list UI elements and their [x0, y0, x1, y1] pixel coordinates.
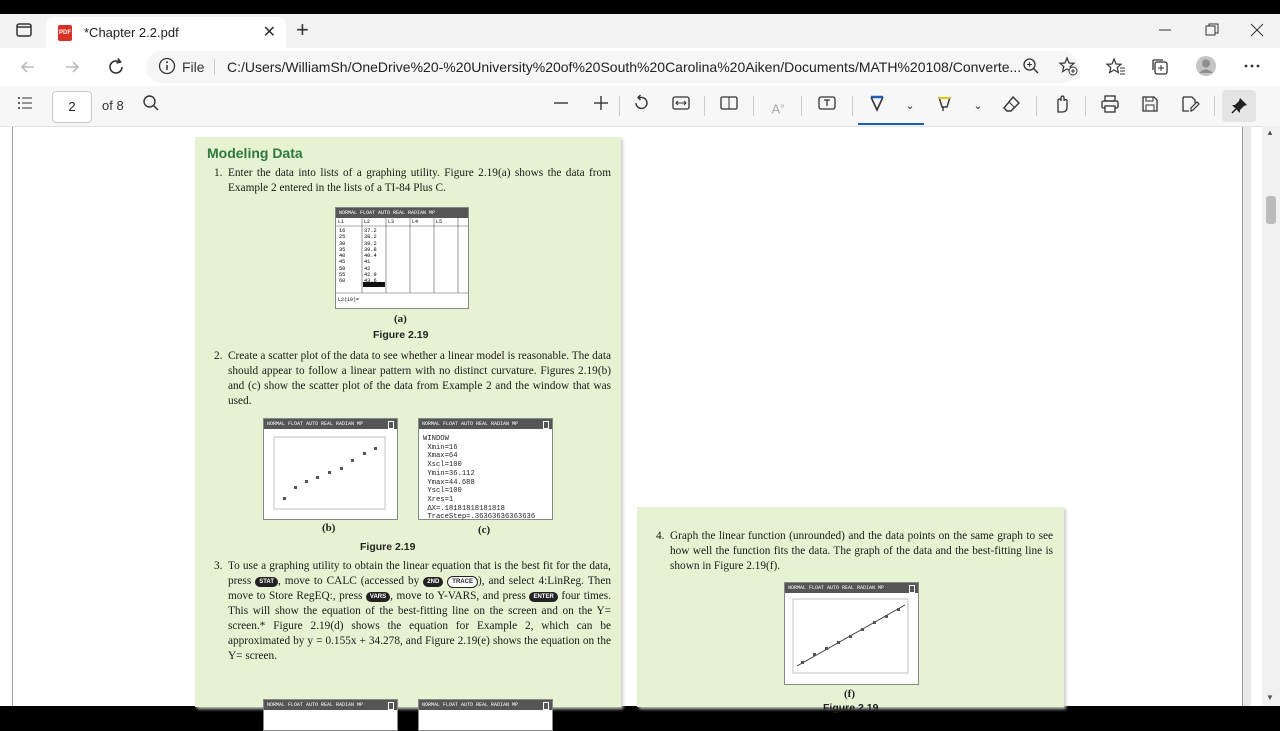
- section-heading: Modeling Data: [207, 145, 303, 161]
- figure-caption: Figure 2.19: [373, 329, 429, 341]
- step-4: [656, 529, 1053, 574]
- list-footer: L2(10)=: [338, 297, 360, 303]
- battery-icon: [543, 702, 549, 710]
- list-cell: 55: [339, 272, 346, 279]
- list-header: L3: [388, 219, 395, 225]
- page-view-icon[interactable]: [717, 94, 741, 118]
- toolbar-divider: [801, 96, 802, 116]
- fit-plot: [785, 583, 918, 684]
- new-tab-button[interactable]: +: [296, 17, 309, 42]
- fit-width-icon[interactable]: [669, 94, 693, 118]
- read-aloud-icon[interactable]: A»: [771, 101, 785, 117]
- toolbar-divider: [619, 96, 620, 116]
- url-bar[interactable]: [146, 51, 1078, 83]
- step-text: Create a scatter plot of the data to see whether a linear model is reasonable. The data should appear to follow a linear pattern with no distinct curvature. Figures 2.19(b) and (c) show the scatter plot of the data from Example 2 and the window that was used.: [228, 350, 611, 407]
- step-3: [214, 559, 612, 664]
- pin-toolbar-icon[interactable]: [1222, 90, 1256, 122]
- save-icon[interactable]: [1138, 94, 1162, 118]
- toolbar-divider: [1085, 96, 1086, 116]
- step-number: 1.: [214, 167, 223, 179]
- text-box-icon[interactable]: [815, 94, 839, 118]
- scatter-plot: [264, 419, 397, 519]
- zoom-in-icon[interactable]: [589, 94, 613, 118]
- browser-window: [0, 14, 1280, 714]
- calculator-yequals-screen: [418, 699, 553, 731]
- step-text: four times. This will show the equation of the best-fitting line on the screen and on the Y= screen.* Figure 2.19(d) shows the equation for Example 2, which can be approximated by y = 0.155x + 34.278, and Figure 2.19(e) shows the equation on the Y= screen.: [228, 590, 612, 662]
- step-number: 3.: [214, 560, 223, 572]
- vars-key: VARS: [366, 592, 390, 602]
- list-cell: 60: [339, 278, 346, 285]
- restore-icon[interactable]: [1205, 21, 1219, 42]
- toolbar-divider: [1214, 96, 1215, 116]
- page-count: of 8: [102, 98, 124, 113]
- list-cell: 43.6: [364, 278, 377, 285]
- profile-avatar[interactable]: [1195, 55, 1217, 82]
- zoom-out-icon[interactable]: [549, 94, 573, 118]
- tab-actions-icon[interactable]: [15, 21, 33, 44]
- modeling-data-box: [195, 137, 621, 707]
- list-cell: 35: [339, 246, 346, 253]
- pdf-file-icon: PDF: [58, 25, 72, 41]
- vertical-scrollbar[interactable]: [1262, 126, 1280, 706]
- scroll-down-icon[interactable]: ▼: [1266, 693, 1274, 702]
- calc-status-bar: NORMAL FLOAT AUTO REAL RADIAN MP: [419, 700, 552, 710]
- url-divider: [214, 59, 215, 75]
- window-settings: WINDOW Xmin=16 Xmax=64 Xscl=100 Ymin=36.112 Ymax=44.688 Yscl=100 Xres=1 ΔX=.18181818181818 TraceStep=.36363636363636: [423, 435, 536, 522]
- pdf-toolbar: [0, 86, 1280, 127]
- add-favorite-icon[interactable]: [1058, 56, 1078, 81]
- calc-status-bar: NORMAL FLOAT AUTO REAL RADIAN MP: [336, 208, 468, 218]
- list-cell: 42: [364, 265, 371, 272]
- step-text: , move to CALC (accessed by: [277, 575, 420, 587]
- list-header: L1: [338, 219, 345, 225]
- list-cell: 40: [339, 253, 346, 260]
- list-cell: 50: [339, 265, 346, 272]
- save-as-icon[interactable]: [1178, 94, 1202, 118]
- more-options-icon[interactable]: [1243, 57, 1261, 80]
- favorites-icon[interactable]: [1106, 57, 1126, 82]
- calc-status-bar: NORMAL FLOAT AUTO REAL RADIAN MP: [419, 419, 552, 429]
- minimize-icon[interactable]: [1159, 19, 1171, 44]
- calculator-window-screen: [418, 418, 553, 520]
- list-cell: 39.8: [364, 246, 377, 253]
- step-4-box: [637, 507, 1064, 714]
- step-number: 2.: [214, 350, 223, 362]
- calc-status-bar: NORMAL FLOAT AUTO REAL RADIAN MP: [264, 419, 397, 429]
- back-icon[interactable]: [18, 57, 38, 82]
- list-column-2: [364, 228, 377, 285]
- scroll-up-icon[interactable]: ▲: [1266, 128, 1274, 137]
- list-header: L4: [412, 219, 419, 225]
- list-header: L5: [436, 219, 443, 225]
- draw-active-indicator: [858, 123, 924, 125]
- toolbar-divider: [852, 96, 853, 116]
- figure-label-c: (c): [478, 524, 491, 536]
- draw-options-chevron-icon[interactable]: ⌄: [905, 100, 915, 112]
- toolbar-divider: [704, 96, 705, 116]
- calculator-fit-screen: [784, 582, 919, 685]
- battery-icon: [543, 421, 549, 429]
- draw-icon[interactable]: [865, 94, 889, 118]
- pdf-viewport[interactable]: [0, 127, 1262, 714]
- step-text: Enter the data into lists of a graphing utility. Figure 2.19(a) shows the data from Example 2 entered in the lists of a TI-84 Plus C.: [228, 167, 611, 194]
- collections-icon[interactable]: [1150, 57, 1170, 82]
- step-2: [214, 349, 611, 409]
- table-of-contents-icon[interactable]: [13, 94, 37, 118]
- calculator-regression-screen: [263, 699, 398, 731]
- figure-label-f: (f): [844, 688, 855, 700]
- figure-caption: Figure 2.19: [823, 702, 879, 714]
- list-cell: 16: [339, 228, 346, 234]
- figure-caption: Figure 2.19: [360, 541, 416, 553]
- step-text: ), and select 4:LinReg. Then move to Store RegEQ:, press: [228, 575, 611, 602]
- enter-key: ENTER: [529, 592, 557, 602]
- list-cell: 41: [364, 259, 371, 266]
- zoom-icon[interactable]: [1022, 57, 1040, 80]
- step-text: , move to Y-VARS, and press: [390, 590, 526, 602]
- list-cell: 39.2: [364, 240, 377, 247]
- figure-label-b: (b): [322, 522, 336, 534]
- scrollbar-thumb[interactable]: [1266, 196, 1276, 224]
- stat-key: STAT: [255, 577, 278, 587]
- info-icon[interactable]: [158, 57, 176, 80]
- print-icon[interactable]: [1098, 94, 1122, 118]
- toolbar-divider: [753, 96, 754, 116]
- url-text[interactable]: C:/Users/WilliamSh/OneDrive%20-%20University%20of%20South%20Carolina%20Aiken/Documents/MATH%20108/Converte...: [227, 59, 1022, 75]
- page-edge-left: [12, 127, 13, 706]
- list-cell: 45: [339, 259, 346, 266]
- list-header: L2: [364, 219, 371, 225]
- list-cell: 38.2: [364, 234, 377, 241]
- list-cell: 40.4: [364, 253, 377, 260]
- second-key: 2ND: [423, 577, 443, 587]
- calculator-scatter-screen: [263, 418, 398, 520]
- highlight-icon[interactable]: [932, 94, 956, 118]
- forward-icon[interactable]: [62, 57, 82, 82]
- calc-status-bar: NORMAL FLOAT AUTO REAL RADIAN MP: [264, 700, 397, 710]
- list-column-1: [339, 228, 345, 285]
- tab-chapter[interactable]: [46, 17, 286, 48]
- battery-icon: [388, 702, 394, 710]
- tab-bar: [0, 14, 1280, 48]
- page-number-input[interactable]: 2: [52, 91, 92, 123]
- step-1: [214, 166, 611, 196]
- list-table: [336, 208, 468, 308]
- touch-writing-icon[interactable]: [1049, 94, 1073, 118]
- step-text: To use a graphing utility to obtain the linear equation that is the best fit for the data, press: [228, 560, 611, 587]
- calc-status-bar: NORMAL FLOAT AUTO REAL RADIAN MP: [785, 583, 918, 593]
- toolbar-divider: [1036, 96, 1037, 116]
- close-tab-icon[interactable]: ✕: [262, 24, 276, 41]
- trace-key: TRACE: [447, 576, 478, 588]
- rotate-icon[interactable]: [629, 94, 653, 118]
- step-number: 4.: [656, 530, 665, 542]
- search-icon[interactable]: [139, 94, 163, 118]
- close-window-icon[interactable]: [1250, 21, 1264, 42]
- list-cell: 25: [339, 234, 346, 241]
- list-cell: 42.9: [364, 272, 377, 279]
- file-scheme-label: File: [182, 59, 205, 75]
- figure-label-a: (a): [394, 313, 407, 325]
- list-cell: 30: [339, 240, 346, 247]
- tab-title: *Chapter 2.2.pdf: [84, 25, 179, 40]
- list-cell: 37.2: [364, 228, 377, 234]
- erase-icon[interactable]: [1000, 94, 1024, 118]
- refresh-icon[interactable]: [106, 57, 126, 82]
- address-bar-row: [0, 48, 1280, 86]
- highlight-options-chevron-icon[interactable]: ⌄: [973, 100, 983, 112]
- step-text: Graph the linear function (unrounded) and the data points on the same graph to see how well the function fits the data. The graph of the data and the best-fitting line is shown in Figure 2.19(f).: [670, 530, 1053, 572]
- page-edge-right: [1242, 127, 1251, 706]
- calculator-list-screen: [335, 207, 469, 309]
